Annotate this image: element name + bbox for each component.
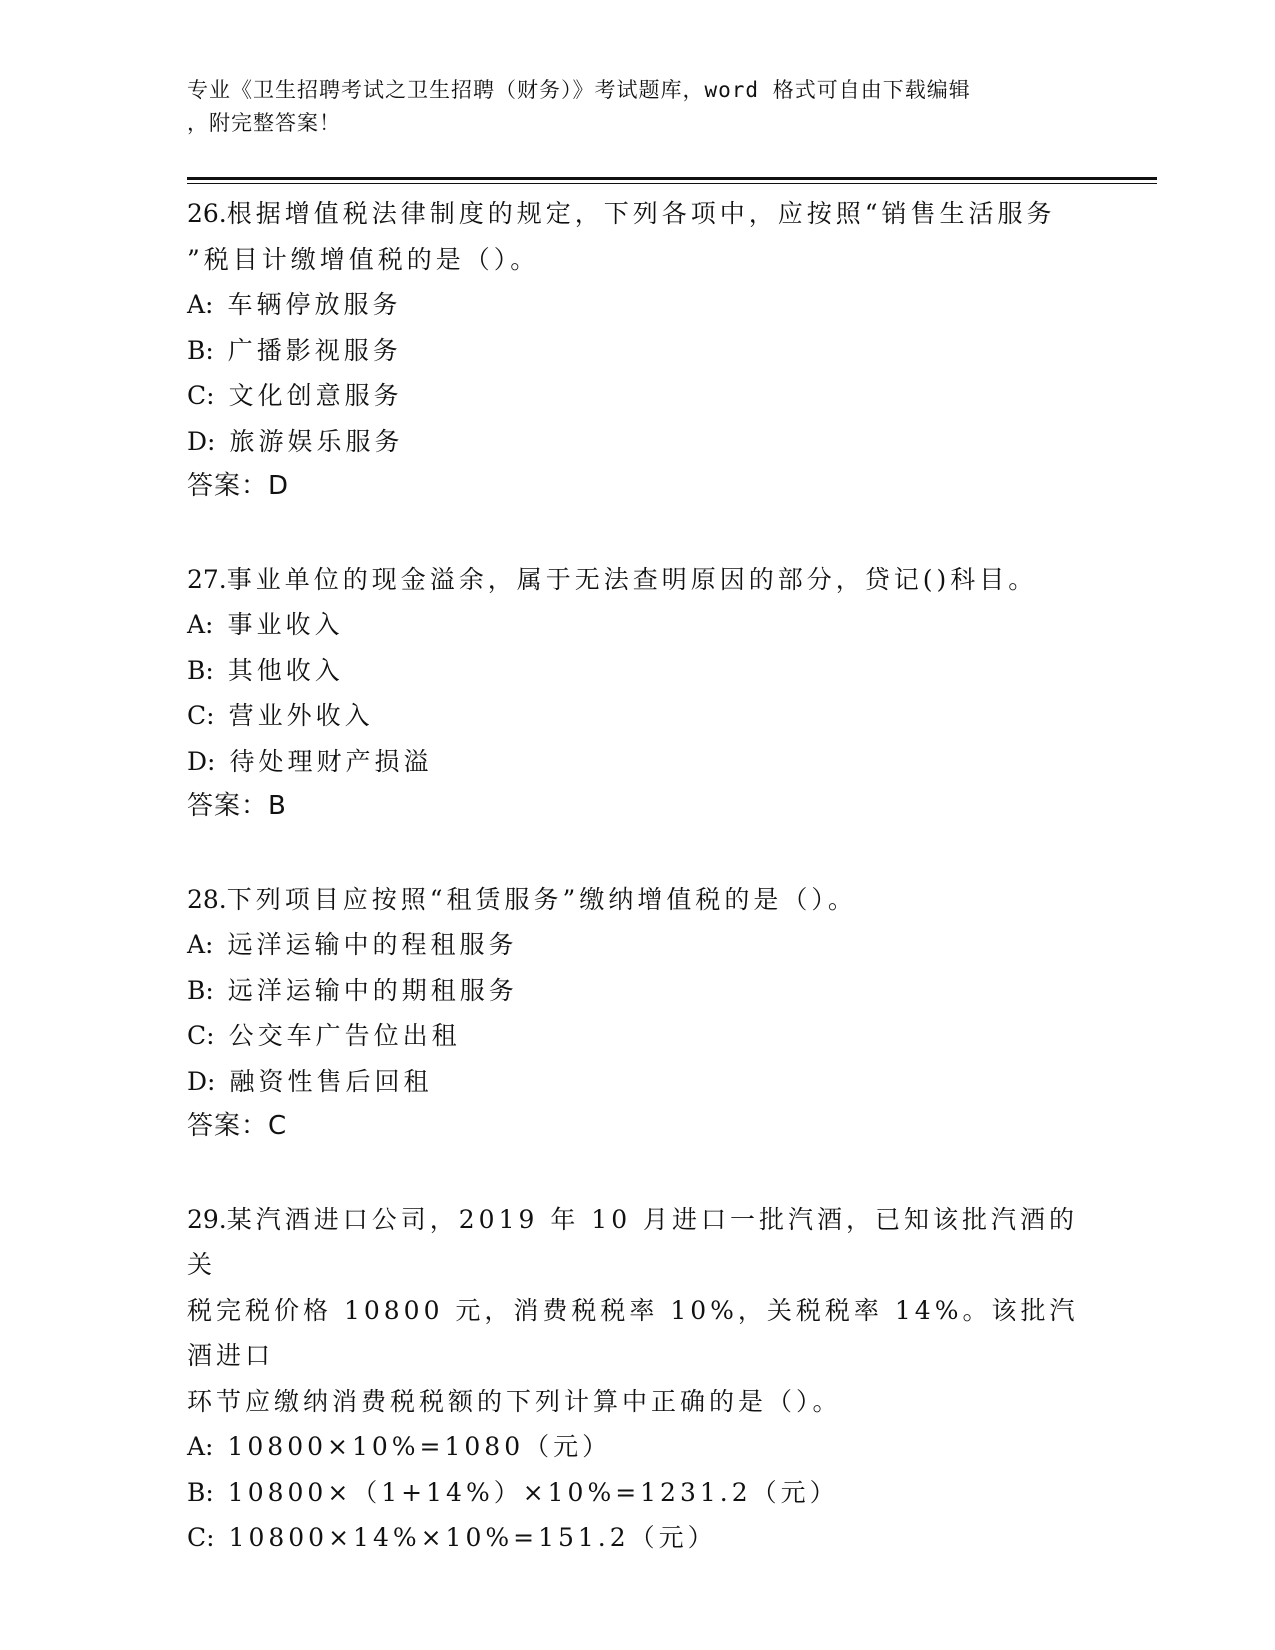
option-c xyxy=(187,1515,1087,1561)
option-text: 旅游娱乐服务 xyxy=(229,426,404,456)
question-body: 事业单位的现金溢余，属于无法查明原因的部分，贷记()科目。 xyxy=(226,564,1038,594)
option-a xyxy=(187,1424,1087,1470)
question-body: 下列项目应按照“租赁服务”缴纳增值税的是（）。 xyxy=(226,884,857,914)
option-letter: A: xyxy=(187,930,214,959)
option-text: 公交车广告位出租 xyxy=(228,1021,461,1050)
option-letter: D: xyxy=(187,746,216,776)
option-text: 10800×10%=1080（元） xyxy=(227,1432,612,1461)
option-letter: D: xyxy=(187,1066,216,1096)
question-26 xyxy=(187,191,1087,510)
answer-line: 答案：D xyxy=(187,471,290,501)
question-number: 28. xyxy=(187,884,227,914)
option-letter: A: xyxy=(187,290,214,319)
option-c xyxy=(187,373,1087,419)
option-b xyxy=(187,648,1087,694)
option-letter: C: xyxy=(187,381,215,410)
header-divider-thin xyxy=(187,183,1157,184)
option-b xyxy=(187,328,1087,374)
option-b xyxy=(187,1470,1087,1516)
header-line-1: 专业《卫生招聘考试之卫生招聘（财务）》考试题库，word 格式可自由下载编辑 xyxy=(187,78,971,102)
question-28 xyxy=(187,877,1087,1150)
option-text: 车辆停放服务 xyxy=(227,290,402,319)
option-letter: C: xyxy=(187,1021,215,1050)
header-divider-thick xyxy=(187,177,1157,180)
question-list xyxy=(187,191,1087,1608)
question-number: 26. xyxy=(187,199,227,228)
option-letter: C: xyxy=(187,701,215,730)
option-text: 融资性售后回租 xyxy=(229,1066,433,1096)
answer-line: 答案：B xyxy=(187,791,287,821)
option-text: 待处理财产损溢 xyxy=(229,746,433,776)
option-letter: B: xyxy=(187,335,214,365)
question-body: 某汽酒进口公司，2019 年 10 月进口一批汽酒，已知该批汽酒的关 税完税价格 10800 元，消费税税率 10%，关税税率 14%。该批汽酒进口 环节应缴纳消费税税额的下列计算中正确的是（）。 xyxy=(187,1204,1079,1416)
option-c xyxy=(187,693,1087,739)
option-d xyxy=(187,739,1087,785)
question-text xyxy=(187,191,1087,282)
option-text: 远洋运输中的期租服务 xyxy=(227,975,518,1005)
option-text: 文化创意服务 xyxy=(228,381,403,410)
option-text: 事业收入 xyxy=(227,610,344,639)
question-text xyxy=(187,557,1087,603)
question-number: 27. xyxy=(187,564,227,594)
option-text: 10800×（1+14%）×10%=1231.2（元） xyxy=(227,1477,839,1507)
option-letter: C: xyxy=(187,1523,215,1552)
option-d xyxy=(187,419,1087,465)
option-d xyxy=(187,1059,1087,1105)
option-letter: A: xyxy=(187,610,214,639)
option-a xyxy=(187,922,1087,968)
question-number: 29. xyxy=(187,1204,227,1234)
question-text xyxy=(187,1197,1087,1425)
option-letter: B: xyxy=(187,1477,214,1507)
option-text: 10800×14%×10%=151.2（元） xyxy=(228,1523,717,1552)
option-c xyxy=(187,1013,1087,1059)
question-29 xyxy=(187,1197,1087,1561)
answer-line: 答案：C xyxy=(187,1111,288,1141)
option-b xyxy=(187,968,1087,1014)
option-letter: B: xyxy=(187,655,214,685)
option-text: 远洋运输中的程租服务 xyxy=(227,930,518,959)
option-text: 广播影视服务 xyxy=(227,335,402,365)
option-letter: A: xyxy=(187,1432,214,1461)
option-letter: D: xyxy=(187,426,216,456)
option-text: 营业外收入 xyxy=(228,701,374,730)
question-text xyxy=(187,877,1087,923)
document-header xyxy=(187,74,1057,140)
question-body: 根据增值税法律制度的规定，下列各项中，应按照“销售生活服务 ”税目计缴增值税的是（）。 xyxy=(187,199,1056,274)
header-line-2: ，附完整答案！ xyxy=(187,111,341,135)
option-letter: B: xyxy=(187,975,214,1005)
question-27 xyxy=(187,557,1087,830)
option-text: 其他收入 xyxy=(227,655,344,685)
option-a xyxy=(187,282,1087,328)
option-a xyxy=(187,602,1087,648)
